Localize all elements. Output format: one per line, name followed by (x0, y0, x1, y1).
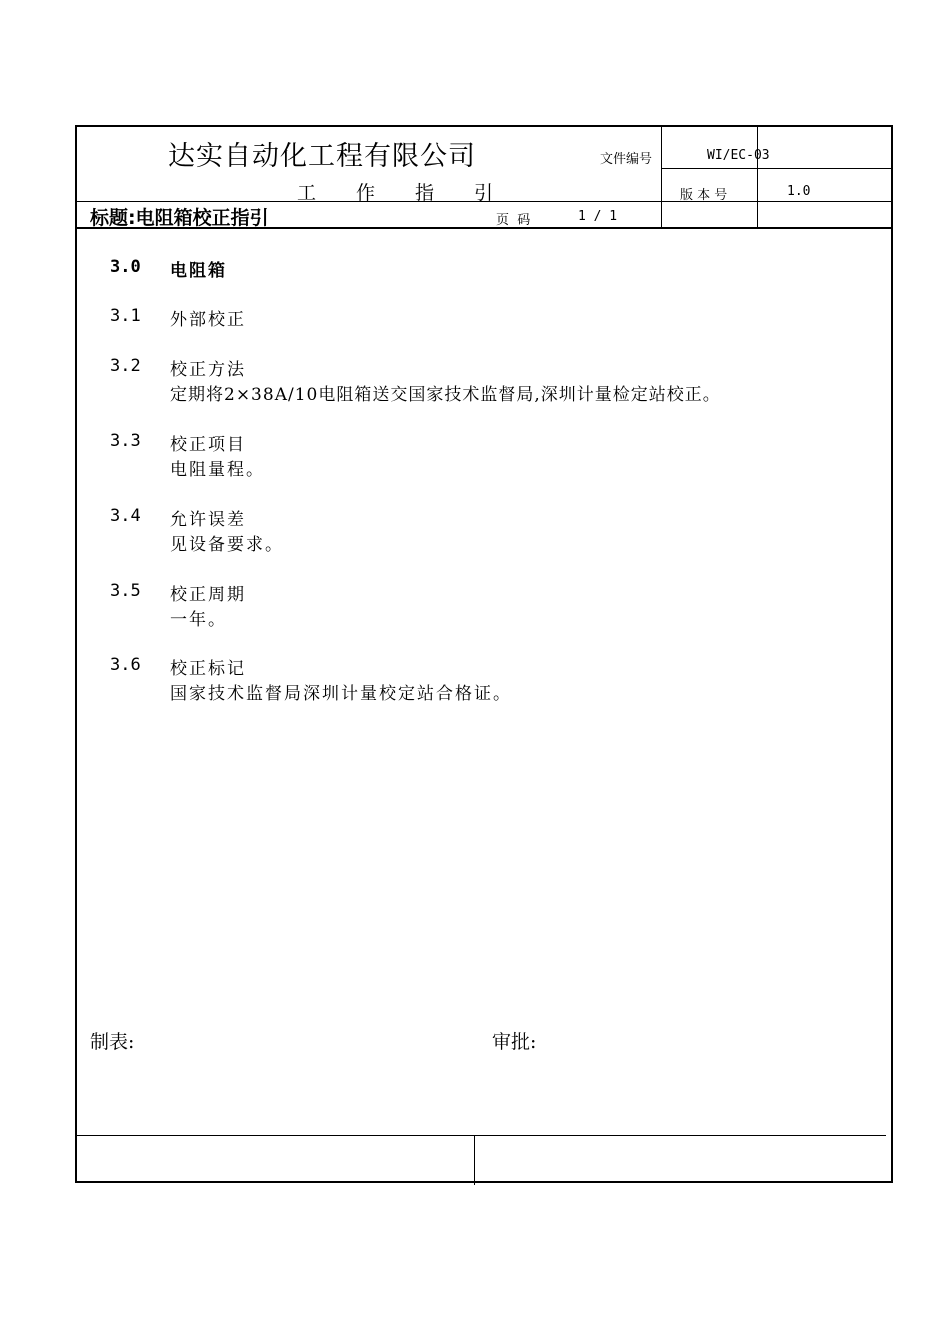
doc-no-value: WI/EC-03 (707, 148, 770, 163)
section-number: 3.1 (110, 306, 141, 326)
section-heading: 校正周期 (170, 585, 246, 605)
subtitle-char: 作 (356, 182, 376, 204)
page-value: 1 / 1 (578, 209, 618, 224)
subtitle-char: 指 (415, 182, 435, 204)
section-heading: 电阻箱 (170, 261, 227, 281)
section-number: 3.4 (110, 506, 141, 526)
section-body: 见设备要求。 (170, 535, 284, 555)
footer-divider (76, 1135, 886, 1136)
doc-no-label: 文件编号 (600, 152, 653, 167)
section-heading: 校正项目 (170, 435, 246, 455)
version-label: 版 本 号 (680, 188, 728, 203)
company-name: 达实自动化工程有限公司 (168, 141, 476, 172)
section-number: 3.3 (110, 431, 141, 451)
version-value: 1.0 (787, 184, 811, 199)
section-number: 3.5 (110, 581, 141, 601)
page-label: 页 码 (496, 213, 531, 228)
section-body: 定期将2×38A/10电阻箱送交国家技术监督局,深圳计量检定站校正。 (170, 385, 721, 405)
section-heading: 校正方法 (170, 360, 246, 380)
section-body: 国家技术监督局深圳计量校定站合格证。 (170, 684, 512, 704)
section-body: 电阻量程。 (170, 460, 265, 480)
footer-col-divider (474, 1135, 475, 1185)
header-col-divider-2 (757, 126, 758, 227)
section-number: 3.0 (110, 257, 141, 277)
section-number: 3.2 (110, 356, 141, 376)
prepared-by-label: 制表: (90, 1031, 135, 1053)
subtitle-char: 工 (297, 182, 317, 204)
section-heading: 外部校正 (170, 310, 246, 330)
header-divider-1 (661, 168, 892, 169)
document-title: 标题:电阻箱校正指引 (90, 207, 269, 229)
section-heading: 校正标记 (170, 659, 246, 679)
approved-by-label: 审批: (492, 1031, 537, 1053)
document-type (297, 178, 533, 205)
header-col-divider-1 (661, 126, 662, 227)
section-heading: 允许误差 (170, 510, 246, 530)
section-number: 3.6 (110, 655, 141, 675)
section-body: 一年。 (170, 610, 227, 630)
subtitle-char: 引 (474, 182, 494, 204)
